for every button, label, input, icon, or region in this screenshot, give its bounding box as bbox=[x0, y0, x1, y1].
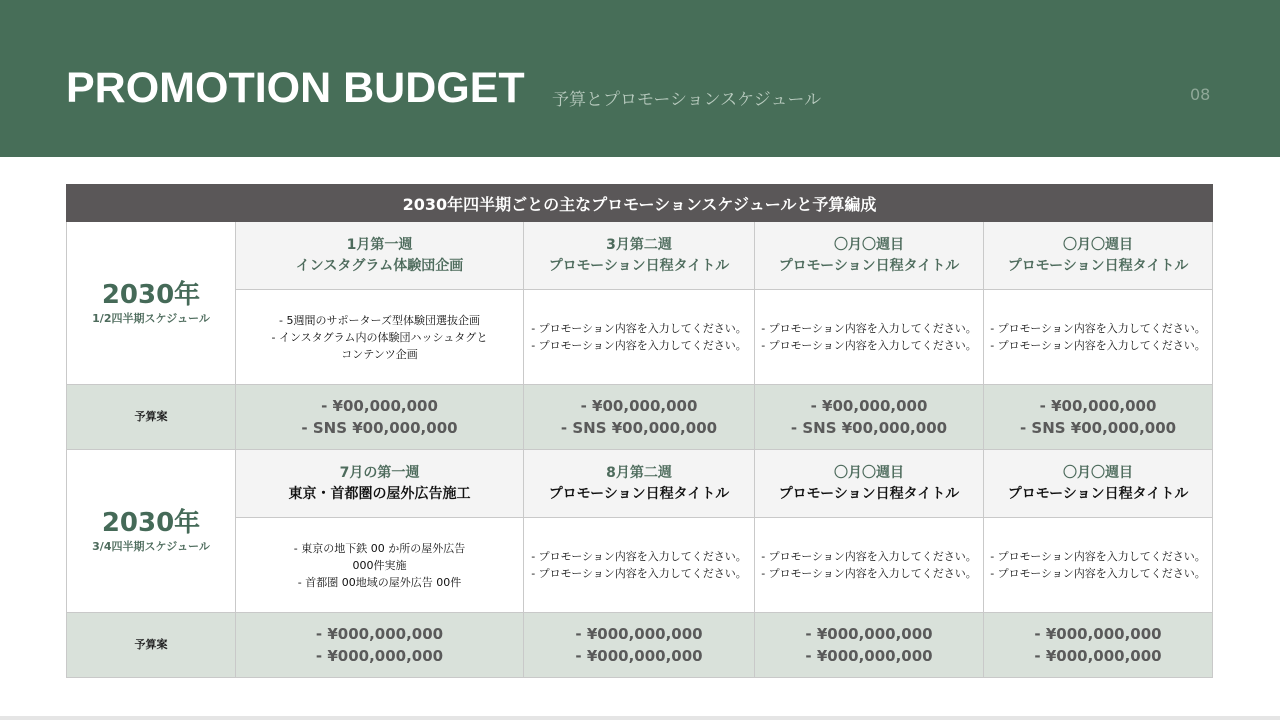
budget-cell bbox=[524, 613, 755, 678]
content-line: - プロモーション内容を入力してください。 bbox=[990, 567, 1206, 580]
section-label bbox=[67, 222, 236, 385]
content-row bbox=[67, 518, 1213, 613]
section-quarter: 1/2四半期スケジュール bbox=[92, 312, 210, 325]
schedule-content-cell bbox=[236, 518, 524, 613]
schedule-week: 〇月〇週目 bbox=[1063, 464, 1134, 481]
schedule-title: プロモーション日程タイトル bbox=[548, 257, 730, 274]
budget-cell bbox=[236, 613, 524, 678]
budget-label: 予算案 bbox=[67, 385, 236, 450]
schedule-week: 〇月〇週目 bbox=[1063, 236, 1134, 253]
page-title: PROMOTION BUDGET bbox=[66, 64, 525, 112]
content-line: - プロモーション内容を入力してください。 bbox=[990, 550, 1206, 563]
section-quarter: 3/4四半期スケジュール bbox=[92, 540, 210, 553]
budget-line: - ¥00,000,000 bbox=[321, 397, 438, 415]
schedule-content-cell bbox=[984, 518, 1213, 613]
budget-row bbox=[67, 613, 1213, 678]
schedule-week: 8月第二週 bbox=[606, 464, 672, 481]
schedule-header-cell bbox=[984, 222, 1213, 290]
budget-line: - ¥000,000,000 bbox=[1034, 625, 1162, 643]
schedule-content-cell bbox=[524, 290, 755, 385]
content-line: コンテンツ企画 bbox=[341, 347, 418, 361]
budget-cell bbox=[524, 385, 755, 450]
content-line: - プロモーション内容を入力してください。 bbox=[761, 322, 977, 335]
content-row bbox=[67, 290, 1213, 385]
budget-cell bbox=[755, 385, 984, 450]
budget-line: - ¥000,000,000 bbox=[315, 647, 444, 665]
budget-line: - SNS ¥00,000,000 bbox=[1019, 419, 1177, 437]
content-line: - プロモーション内容を入力してください。 bbox=[531, 339, 747, 352]
schedule-week: 3月第二週 bbox=[606, 236, 672, 253]
schedule-title: プロモーション日程タイトル bbox=[778, 485, 960, 502]
budget-cell bbox=[984, 613, 1213, 678]
budget-line: - ¥000,000,000 bbox=[1034, 647, 1162, 665]
bottom-divider bbox=[0, 716, 1280, 720]
budget-line: - ¥00,000,000 bbox=[810, 397, 928, 415]
schedule-header-cell bbox=[236, 450, 524, 518]
schedule-header-cell bbox=[755, 222, 984, 290]
content-line: - プロモーション内容を入力してください。 bbox=[761, 339, 977, 352]
content-line: - インスタグラム内の体験団ハッシュタグと bbox=[271, 330, 488, 344]
budget-line: - SNS ¥00,000,000 bbox=[560, 419, 718, 437]
schedule-title: プロモーション日程タイトル bbox=[1007, 485, 1189, 502]
budget-cell bbox=[236, 385, 524, 450]
section-year: 2030年 bbox=[101, 508, 201, 538]
schedule-content-cell bbox=[236, 290, 524, 385]
schedule-header-cell bbox=[524, 450, 755, 518]
schedule-content-cell bbox=[755, 290, 984, 385]
schedule-table bbox=[66, 184, 1213, 678]
schedule-content-cell bbox=[984, 290, 1213, 385]
page-subtitle: 予算とプロモーションスケジュール bbox=[552, 90, 822, 110]
budget-cell bbox=[984, 385, 1213, 450]
schedule-title: インスタグラム体験団企画 bbox=[295, 257, 464, 274]
schedule-header-cell bbox=[524, 222, 755, 290]
header-row bbox=[67, 450, 1213, 518]
content-line: - プロモーション内容を入力してください。 bbox=[761, 550, 977, 563]
schedule-week: 〇月〇週目 bbox=[834, 464, 904, 481]
content-line: - プロモーション内容を入力してください。 bbox=[531, 322, 747, 335]
content-line: - 東京の地下鉄 00 か所の屋外広告 bbox=[293, 541, 466, 555]
content-line: - 5週間のサポーターズ型体験団選抜企画 bbox=[279, 313, 480, 327]
budget-line: - SNS ¥00,000,000 bbox=[790, 419, 948, 437]
schedule-week: 1月第一週 bbox=[346, 236, 413, 253]
schedule-title: プロモーション日程タイトル bbox=[778, 257, 960, 274]
schedule-week: 〇月〇週目 bbox=[834, 236, 904, 253]
budget-line: - ¥000,000,000 bbox=[575, 647, 703, 665]
content-line: - プロモーション内容を入力してください。 bbox=[531, 550, 747, 563]
section-year: 2030年 bbox=[101, 280, 201, 310]
schedule-content-cell bbox=[524, 518, 755, 613]
schedule-title: プロモーション日程タイトル bbox=[1007, 257, 1189, 274]
content-line: - プロモーション内容を入力してください。 bbox=[531, 567, 747, 580]
budget-line: - ¥000,000,000 bbox=[315, 625, 444, 643]
content-line: - プロモーション内容を入力してください。 bbox=[990, 322, 1206, 335]
content-line: - 首都圏 00地域の屋外広告 00件 bbox=[297, 575, 462, 589]
budget-line: - SNS ¥00,000,000 bbox=[301, 419, 458, 437]
budget-line: - ¥000,000,000 bbox=[575, 625, 703, 643]
schedule-title: プロモーション日程タイトル bbox=[548, 485, 730, 502]
table-caption: 2030年四半期ごとの主なプロモーションスケジュールと予算編成 bbox=[67, 185, 1213, 222]
budget-label: 予算案 bbox=[67, 613, 236, 678]
page-number: 08 bbox=[1190, 85, 1211, 104]
schedule-header-cell bbox=[236, 222, 524, 290]
budget-row bbox=[67, 385, 1213, 450]
section-label bbox=[67, 450, 236, 613]
content-line: - プロモーション内容を入力してください。 bbox=[761, 567, 977, 580]
budget-line: - ¥00,000,000 bbox=[580, 397, 698, 415]
budget-line: - ¥000,000,000 bbox=[805, 647, 933, 665]
schedule-content-cell bbox=[755, 518, 984, 613]
content-line: 000件実施 bbox=[352, 558, 407, 572]
header-row bbox=[67, 222, 1213, 290]
schedule-week: 7月の第一週 bbox=[339, 464, 420, 481]
budget-cell bbox=[755, 613, 984, 678]
schedule-title: 東京・首都圏の屋外広告施工 bbox=[288, 485, 471, 502]
schedule-header-cell bbox=[984, 450, 1213, 518]
budget-line: - ¥00,000,000 bbox=[1039, 397, 1157, 415]
budget-line: - ¥000,000,000 bbox=[805, 625, 933, 643]
content-line: - プロモーション内容を入力してください。 bbox=[990, 339, 1206, 352]
schedule-header-cell bbox=[755, 450, 984, 518]
